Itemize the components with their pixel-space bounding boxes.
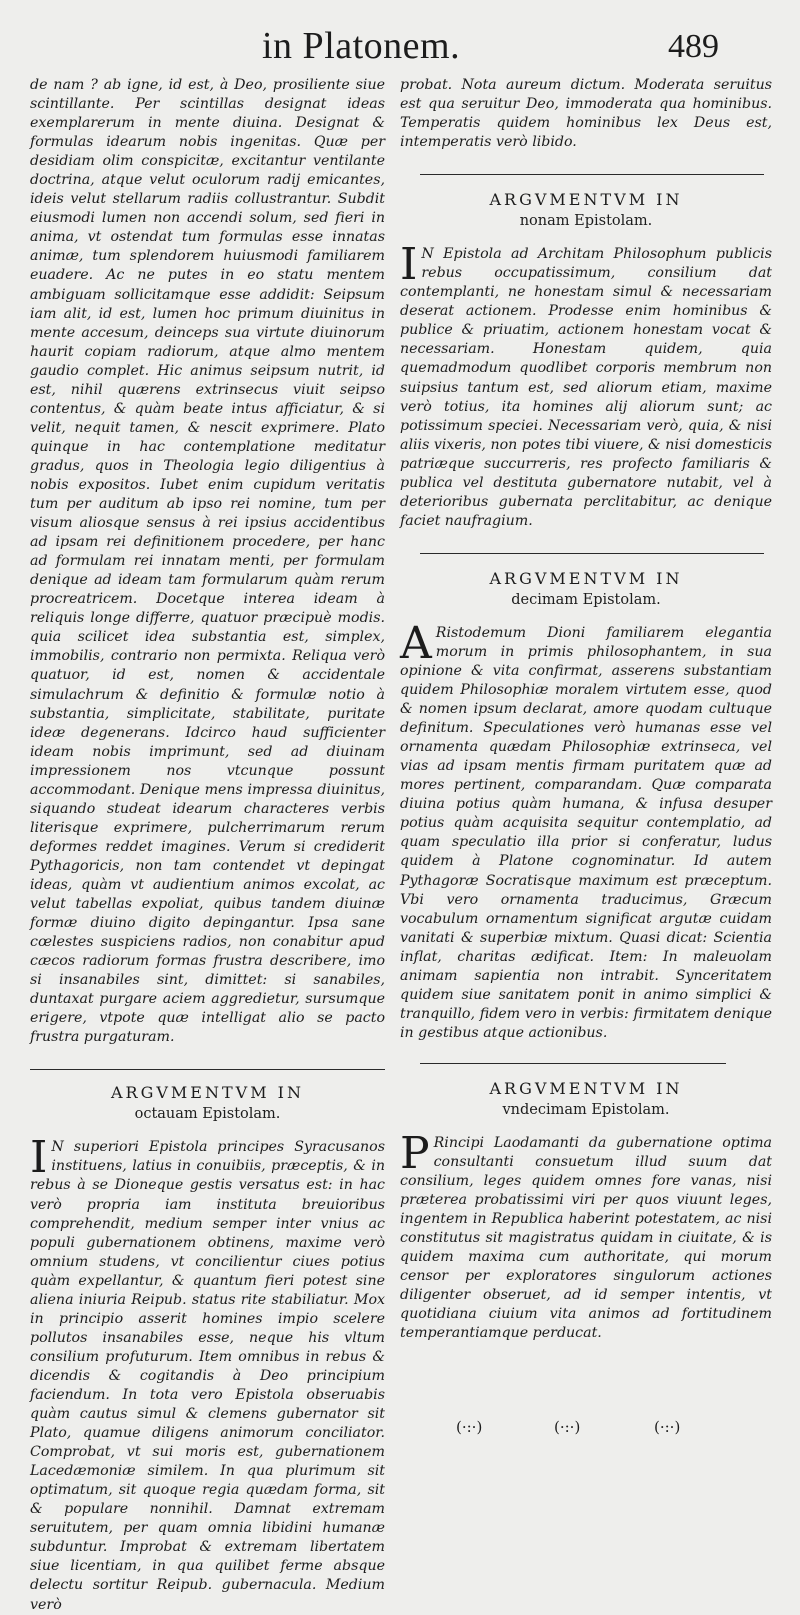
- section-heading-decimam: ARGVMENTVM IN: [489, 568, 683, 588]
- running-head: [0, 18, 800, 78]
- section-subheading-nonam: nonam Epistolam.: [519, 213, 653, 230]
- running-title: in Platonem.: [262, 25, 461, 67]
- commentary-paragraph: de nam ? ab igne, id est, à Deo, prosiliente siue scintillante. Per scintillas designat ideas exemplarerum in mente diuina. Designat & formulas idearum nobis ingenitas. Quæ per desidiam olim conspicitæ, excitantur ventilante doctrina, atque velut oculorum radij emicantes, ideis velut stellarum radiis collustrantur. Subdit eiusmodi lumen non accendi solum, sed fieri in anima, vt ostendat tum formulas esse innatas animæ, tum splendorem huiusmodi familiarem euadere. Ac ne putes in eo statu mentem ambiguam sollicitamque esse addidit: Seipsum iam alit, id est, lumen hoc primum diuinitus in mente accesum, deinceps sua virtute diuinorum haurit copiam radiorum, atque almo mentem gaudio complet. Hic animus seipsum nutrit, id est, nihil quærens extrinsecus viuit seipso contentus, & quàm beate intus afficiatur, & si velit, nequit tamen, & nescit exprimere. Plato quinque in hac contemplatione meditatur gradus, quos in Theologia legio diligentius à nobis expositos. Iubet enim cupidum veritatis tum per auditum ab ipso rei nomine, tum per visum aliosque sensus à rei ipsius accidentibus ad ipsam rei definitionem procedere, per hanc ad formulam rei innatam menti, per formulam denique ad ideam tam formularum quàm rerum procreatricem. Docetque interea ideam à reliquis longe differre, quatuor præcipuè modis. quia scilicet idea substantia est, simplex, immobilis, contrario non permixta. Reliqua verò quatuor, id est, nomen & accidentale simulachrum & definitio & formulæ notio à substantia, simplicitate, stabilitate, puritate ideæ degenerans. Idcirco haud sufficienter ideam nobis imprimunt, sed ad diuinam impressionem nos vtcunque possunt accommodant. Denique mens impressa diuinitus, siquando studeat idearum characteres verbis literisque exprimere, pulcherrimarum rerum deformes reddet imagines. Verum si crediderit Pythagoricis, non tam contendet vt depingat ideas, quàm vt audientium animos excolat, ac velut tabellas expoliat, quibus tandem diuinæ formæ diuino digito depingantur. Ipsa sane cœlestes suspiciens radios, non conabitur apud cæcos radiorum formas frustra describere, imo si insanabiles sint, dimittet: si sanabiles, duntaxat purgare aciem aggredietur, sursumque erigere, vtpote quæ intelligat alio se pacto frustra purgaturam.: [30, 77, 385, 1046]
- section-heading-vndecimam: ARGVMENTVM IN: [489, 1078, 683, 1098]
- drop-cap: P: [400, 1127, 430, 1179]
- section-subheading-vndecimam: vndecimam Epistolam.: [502, 1101, 670, 1118]
- section-rule: [30, 1069, 385, 1070]
- argument-nonam-paragraph: [400, 239, 772, 531]
- right-column: [400, 76, 772, 1343]
- left-column: [30, 76, 385, 1615]
- argument-vndecimam-paragraph: [400, 1127, 772, 1344]
- section-subheading-decimam: decimam Epistolam.: [511, 591, 661, 608]
- section-rule: [420, 553, 764, 554]
- page-number: 489: [668, 28, 719, 65]
- section-heading-octauam: ARGVMENTVM IN: [110, 1083, 304, 1103]
- fleuron-ornament: (·:·): [554, 1418, 581, 1436]
- argument-decimam-paragraph: [400, 617, 772, 1043]
- section-rule: [420, 1063, 726, 1064]
- argument-octauam-paragraph: [30, 1132, 385, 1614]
- section-rule: [420, 174, 764, 175]
- drop-cap: I: [30, 1132, 48, 1184]
- fleuron-ornament: (·:·): [456, 1418, 483, 1436]
- drop-cap: I: [400, 239, 418, 291]
- fleuron-ornament: (·:·): [654, 1418, 681, 1436]
- ornament-row: [450, 1418, 730, 1448]
- section-heading-nonam: ARGVMENTVM IN: [489, 190, 683, 210]
- argument-decimam-text: Ristodemum Dioni familiarem elegantia morum in primis philosophantem, in sua opinione & vita confirmat, asserens substantiam quidem Philosophiæ moralem virtutem esse, quod & nomen ipsum declarat, amore quodam cultuque definitum. Speculationes verò humanas esse vel ornamenta quædam Philosophiæ extrinseca, vel vias ad ipsam mentis firmam puritatem quæ ad mores pertinent, comparandam. Quæ comparata diuina potius quàm humana, & infusa desuper potius quàm acquisita sequitur contemplatio, ad quam speculatio illa prior si conferatur, ludus quidem à Platone cognominatur. Id autem Pythagoræ Socratisque maximum est præceptum. Vbi vero ornamenta traducimus, Græcum vocabulum ornamentum significat argutæ cuidam vanitati & superbiæ mixtum. Quasi dicat: Scientia inflat, charitas ædificat. Item: In maleuolam animam sapientia non intrabit. Synceritatem quidem siue sanitatem ponit in animo simplici & tranquillo, fidem vero in verbis: firmitatem denique in gestibus atque actionibus.: [400, 624, 772, 1041]
- drop-cap: A: [400, 617, 432, 669]
- argument-vndecimam-text: Rincipi Laodamanti da gubernatione optima consultanti consuetum illud suum dat consilium, leges quidem omnes fore vanas, nisi præterea probatissimi viri per quos viuunt leges, ingentem in Republica haberint potestatem, ac nisi constitutus sit magistratus quidam in ciuitate, & is quidem maxima cum authoritate, qui morum censor per exploratores singulorum actiones diligenter obseruet, ad id semper intentis, vt quotidiana ciuium vita animos ad fortitudinem temperantiamque perducat.: [400, 1134, 772, 1342]
- argument-nonam-text: N Epistola ad Architam Philosophum publicis rebus occupatissimum, consilium dat contemplanti, ne honestam simul & necessariam deserat actionem. Prodesse enim hominibus & publice & priuatim, actionem honestam vocat & necessariam. Honestam quidem, quia quemadmodum quodlibet corporis membrum non suipsius tantum est, sed aliorum etiam, maxime verò totius, ita homines alij aliorum sunt; ac potissimum speciei. Necessariam verò, quia, & nisi aliis vixeris, non potes tibi viuere, & nisi domesticis patriæque succurreris, res profecto familiaris & publica vel destituta gubernatore nutabit, vel à deterioribus gubernata perclitabitur, ac denique faciet naufragium.: [400, 246, 772, 529]
- continuation-paragraph: probat. Nota aureum dictum. Moderata seruitus est qua seruitur Deo, immoderata qua hominibus. Temperatis quidem hominibus lex Deus est, intemperatis verò libido.: [400, 77, 772, 151]
- section-subheading-octauam: octauam Epistolam.: [134, 1106, 281, 1123]
- argument-octauam-text: N superiori Epistola principes Syracusanos instituens, latius in conuibiis, præceptis, & in rebus à se Dioneque gestis versatus est: in hac verò propria iam instituta breuioribus comprehendit, medium semper inter vnius ac populi gubernationem obtinens, maxime verò omnium studens, vt concilientur ciues potius quàm expellantur, & quantum fieri potest sine aliena iniuria Reipub. status rite stabiliatur. Mox in principio asserit homines impio scelere pollutos insanabiles esse, neque his vltum consilium profuturum. Item omnibus in rebus & dicendis & cogitandis à Deo principium faciendum. In tota vero Epistola obseruabis quàm cautus simul & clemens gubernator sit Plato, quamue diligens animorum conciliator. Comprobat, vt sui moris est, gubernationem Lacedæmoniæ similem. In qua plurimum sit optimatum, sit quoque regia quædam forma, sit & populare nonnihil. Damnat extremam seruitutem, per quam omnia libidini humanæ subduntur. Improbat & extremam libertatem siue licentiam, in qua quilibet ferme absque delectu sortitur Reipub. gubernacula. Medium verò: [30, 1139, 385, 1613]
